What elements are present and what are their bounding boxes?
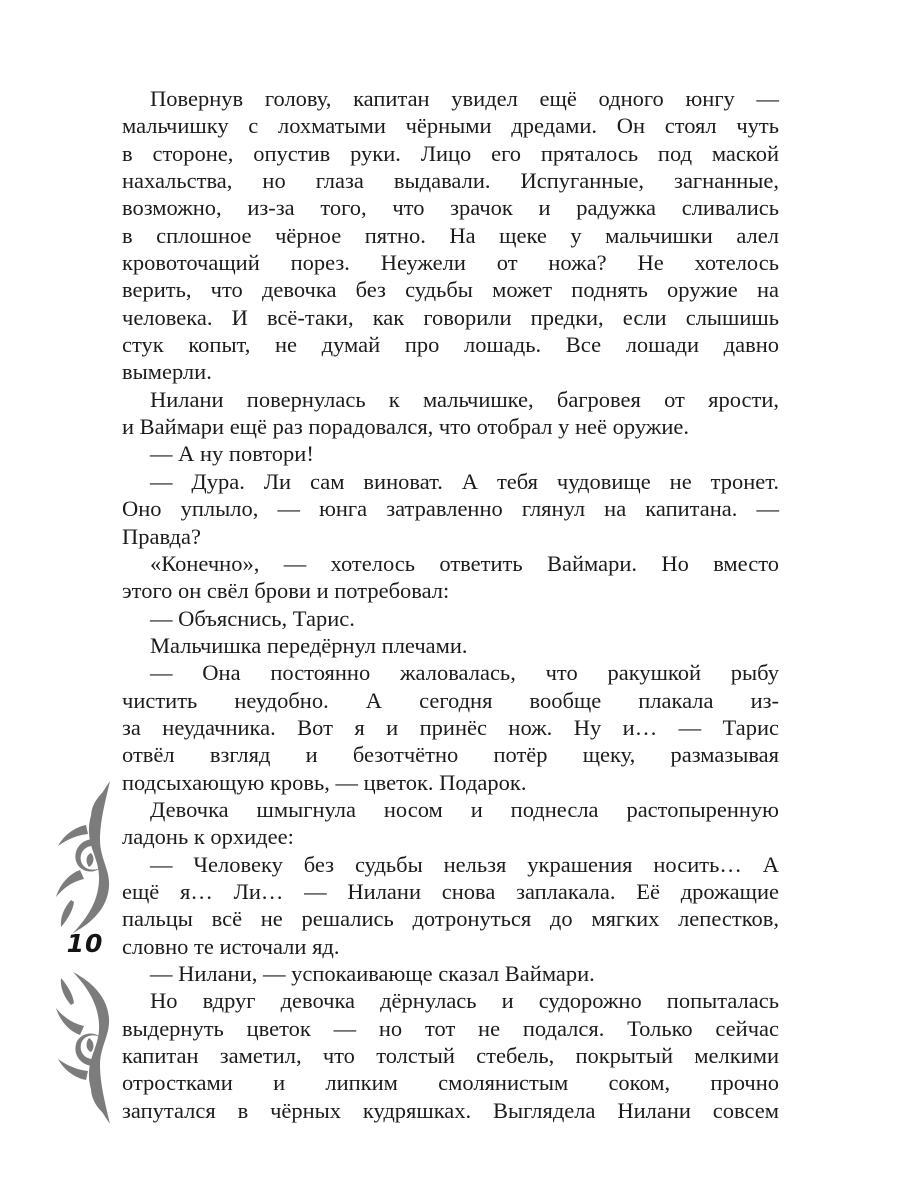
tribal-ornament-bottom-icon bbox=[56, 972, 132, 1124]
paragraph bbox=[122, 659, 779, 796]
text-line: в сплошное чёрное пятно. На щеке у мальчишки алел bbox=[122, 222, 779, 248]
text-line: ещё я… Ли… — Нилани снова заплакала. Её дрожащие bbox=[122, 878, 779, 904]
text-line: вымерли. bbox=[122, 359, 212, 385]
text-line: отвёл взгляд и безотчётно потёр щеку, размазывая bbox=[122, 742, 779, 768]
text-line: — Объяснись, Тарис. bbox=[150, 605, 355, 631]
text-line: Мальчишка передёрнул плечами. bbox=[150, 632, 468, 658]
text-line: Повернув голову, капитан увидел ещё одного юнгу — bbox=[150, 86, 779, 111]
paragraph bbox=[122, 987, 779, 1124]
text-line: — Нилани, — успокаивающе сказал Ваймари. bbox=[150, 961, 595, 986]
text-line: верить, что девочка без судьбы может поднять оружие на bbox=[122, 277, 779, 303]
tribal-ornament-top-icon bbox=[56, 781, 132, 933]
paragraph bbox=[122, 960, 779, 987]
text-line: Но вдруг девочка дёрнулась и судорожно попыталась bbox=[150, 988, 779, 1014]
text-line: — Дура. Ли сам виноват. А тебя чудовище не тронет. bbox=[150, 468, 779, 494]
text-line: словно те источали яд. bbox=[122, 933, 340, 959]
text-line: — Человеку без судьбы нельзя украшения носить… А bbox=[150, 851, 779, 877]
paragraph bbox=[122, 851, 779, 960]
text-line: Правда? bbox=[122, 523, 201, 549]
text-line: — А ну повтори! bbox=[150, 441, 314, 467]
paragraph bbox=[122, 440, 779, 467]
text-line: возможно, из-за того, что зрачок и радужка сливались bbox=[122, 195, 779, 221]
paragraph bbox=[122, 796, 779, 851]
text-line: пальцы всё не решались дотронуться до мягких лепестков, bbox=[122, 906, 779, 932]
paragraph bbox=[122, 632, 779, 659]
text-line: человека. И всё-таки, как говорили предки, если слышишь bbox=[122, 304, 779, 330]
text-line: чистить неудобно. А сегодня вообще плакала из- bbox=[122, 687, 779, 713]
text-line: капитан заметил, что толстый стебель, покрытый мелкими bbox=[122, 1043, 779, 1069]
text-line: отростками и липким смолянистым соком, прочно bbox=[122, 1070, 779, 1096]
text-line: выдернуть цветок — но тот не подался. Только сейчас bbox=[122, 1015, 779, 1041]
text-line: и Ваймари ещё раз порадовался, что отобрал у неё оружие. bbox=[122, 414, 689, 440]
text-line: Нилани повернулась к мальчишке, багровея от ярости, bbox=[150, 386, 779, 412]
text-line: этого он свёл брови и потребовал: bbox=[122, 578, 450, 604]
text-line: подсыхающую кровь, — цветок. Подарок. bbox=[122, 769, 527, 795]
paragraph bbox=[122, 605, 779, 632]
text-line: «Конечно», — хотелось ответить Ваймари. Но вместо bbox=[150, 550, 779, 576]
paragraph bbox=[122, 85, 779, 386]
text-line: Девочка шмыгнула носом и поднесла растопыренную bbox=[150, 796, 779, 822]
text-line: мальчишку с лохматыми чёрными дредами. Он стоял чуть bbox=[122, 113, 779, 139]
text-line: за неудачника. Вот я и принёс нож. Ну и… — Тарис bbox=[122, 714, 779, 740]
paragraph bbox=[122, 386, 779, 441]
text-line: в стороне, опустив руки. Лицо его пряталось под маской bbox=[122, 140, 779, 166]
text-line: Оно уплыло, — юнга затравленно глянул на капитана. — bbox=[122, 496, 779, 522]
text-line: стук копыт, не думай про лошадь. Все лошади давно bbox=[122, 332, 779, 358]
text-block bbox=[122, 85, 779, 1124]
text-line: кровоточащий порез. Неужели от ножа? Не хотелось bbox=[122, 250, 779, 276]
page-number: 10 bbox=[66, 929, 104, 958]
paragraph bbox=[122, 550, 779, 605]
text-line: ладонь к орхидее: bbox=[122, 824, 294, 850]
text-line: запутался в чёрных кудряшках. Выглядела Нилани совсем bbox=[122, 1097, 779, 1123]
text-line: — Она постоянно жаловалась, что ракушкой рыбу bbox=[150, 660, 779, 686]
paragraph bbox=[122, 468, 779, 550]
text-line: нахальства, но глаза выдавали. Испуганные, загнанные, bbox=[122, 168, 779, 194]
